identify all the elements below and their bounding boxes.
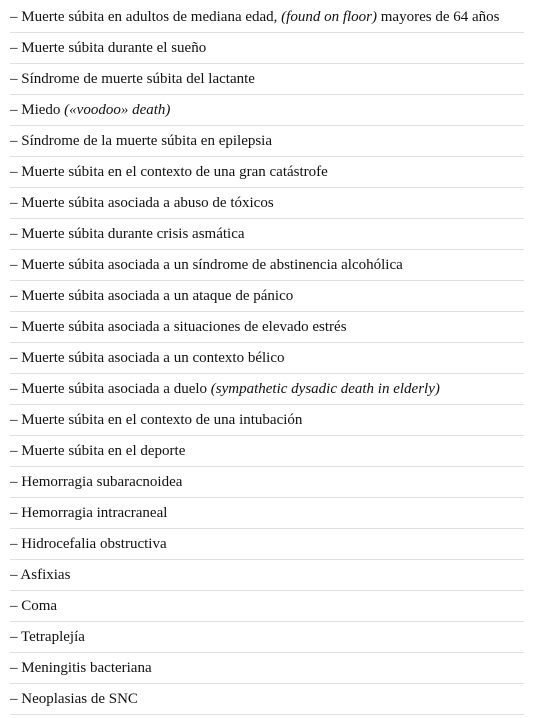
list-item-text: – Síndrome de muerte súbita del lactante — [10, 71, 255, 87]
list-item-text: – Hidrocefalia obstructiva — [10, 536, 167, 552]
list-item — [10, 498, 524, 529]
list-item-text: – Muerte súbita asociada a duelo — [10, 381, 211, 397]
list-item — [10, 436, 524, 467]
list-item-text: – Meningitis bacteriana — [10, 660, 152, 676]
list-item-text: – Síndrome de la muerte súbita en epilepsia — [10, 133, 273, 149]
list-item — [10, 2, 524, 33]
list-item-text: – Miedo — [10, 102, 65, 118]
list-item — [10, 250, 524, 281]
list-item — [10, 126, 524, 157]
list-item-text: – Hemorragia subaracnoidea — [10, 474, 183, 490]
list-item — [10, 219, 524, 250]
list-item-text: – Muerte súbita asociada a un síndrome de abstinencia alcohólica — [10, 257, 403, 273]
list-item-text: – Neoplasias de SNC — [10, 691, 138, 707]
list-item — [10, 374, 524, 405]
list-item-italic-text: (found on floor) — [281, 9, 378, 25]
list-item — [10, 95, 524, 126]
list-item-text: – Tetraplejía — [10, 629, 85, 645]
list-item-text: – Muerte súbita en el deporte — [10, 443, 186, 459]
list-item-text: mayores de 64 años — [377, 9, 500, 25]
list-item — [10, 529, 524, 560]
list-item — [10, 64, 524, 95]
list-item — [10, 684, 524, 715]
list-item — [10, 281, 524, 312]
list-item-text: – Muerte súbita durante el sueño — [10, 40, 207, 56]
list-item-text: – Muerte súbita durante crisis asmática — [10, 226, 245, 242]
list-item-text: – Muerte súbita asociada a abuso de tóxicos — [10, 195, 274, 211]
list-item — [10, 591, 524, 622]
list-item-italic-text: (sympathetic dysadic death in elderly) — [210, 381, 440, 397]
list-item — [10, 312, 524, 343]
list-item — [10, 653, 524, 684]
list-item-text: – Muerte súbita asociada a un contexto bélico — [10, 350, 285, 366]
list-item-text: – Muerte súbita en el contexto de una intubación — [10, 412, 303, 428]
list-item-text: – Coma — [10, 598, 58, 614]
list-item-text: – Hemorragia intracraneal — [10, 505, 168, 521]
list-item-text: – Asfixias — [10, 567, 71, 583]
list-item-text: – Muerte súbita en el contexto de una gran catástrofe — [10, 164, 328, 180]
list-item-italic-text: («voodoo» death) — [64, 102, 171, 118]
list-item — [10, 188, 524, 219]
list-item — [10, 157, 524, 188]
list-item — [10, 622, 524, 653]
list-item-text: – Muerte súbita asociada a situaciones de elevado estrés — [10, 319, 347, 335]
list-item — [10, 343, 524, 374]
list-item — [10, 33, 524, 64]
list-item — [10, 560, 524, 591]
list-item-text: – Muerte súbita asociada a un ataque de pánico — [10, 288, 294, 304]
list-item — [10, 405, 524, 436]
cause-list — [10, 2, 524, 715]
list-item — [10, 467, 524, 498]
list-item-text: – Muerte súbita en adultos de mediana edad, — [10, 9, 282, 25]
